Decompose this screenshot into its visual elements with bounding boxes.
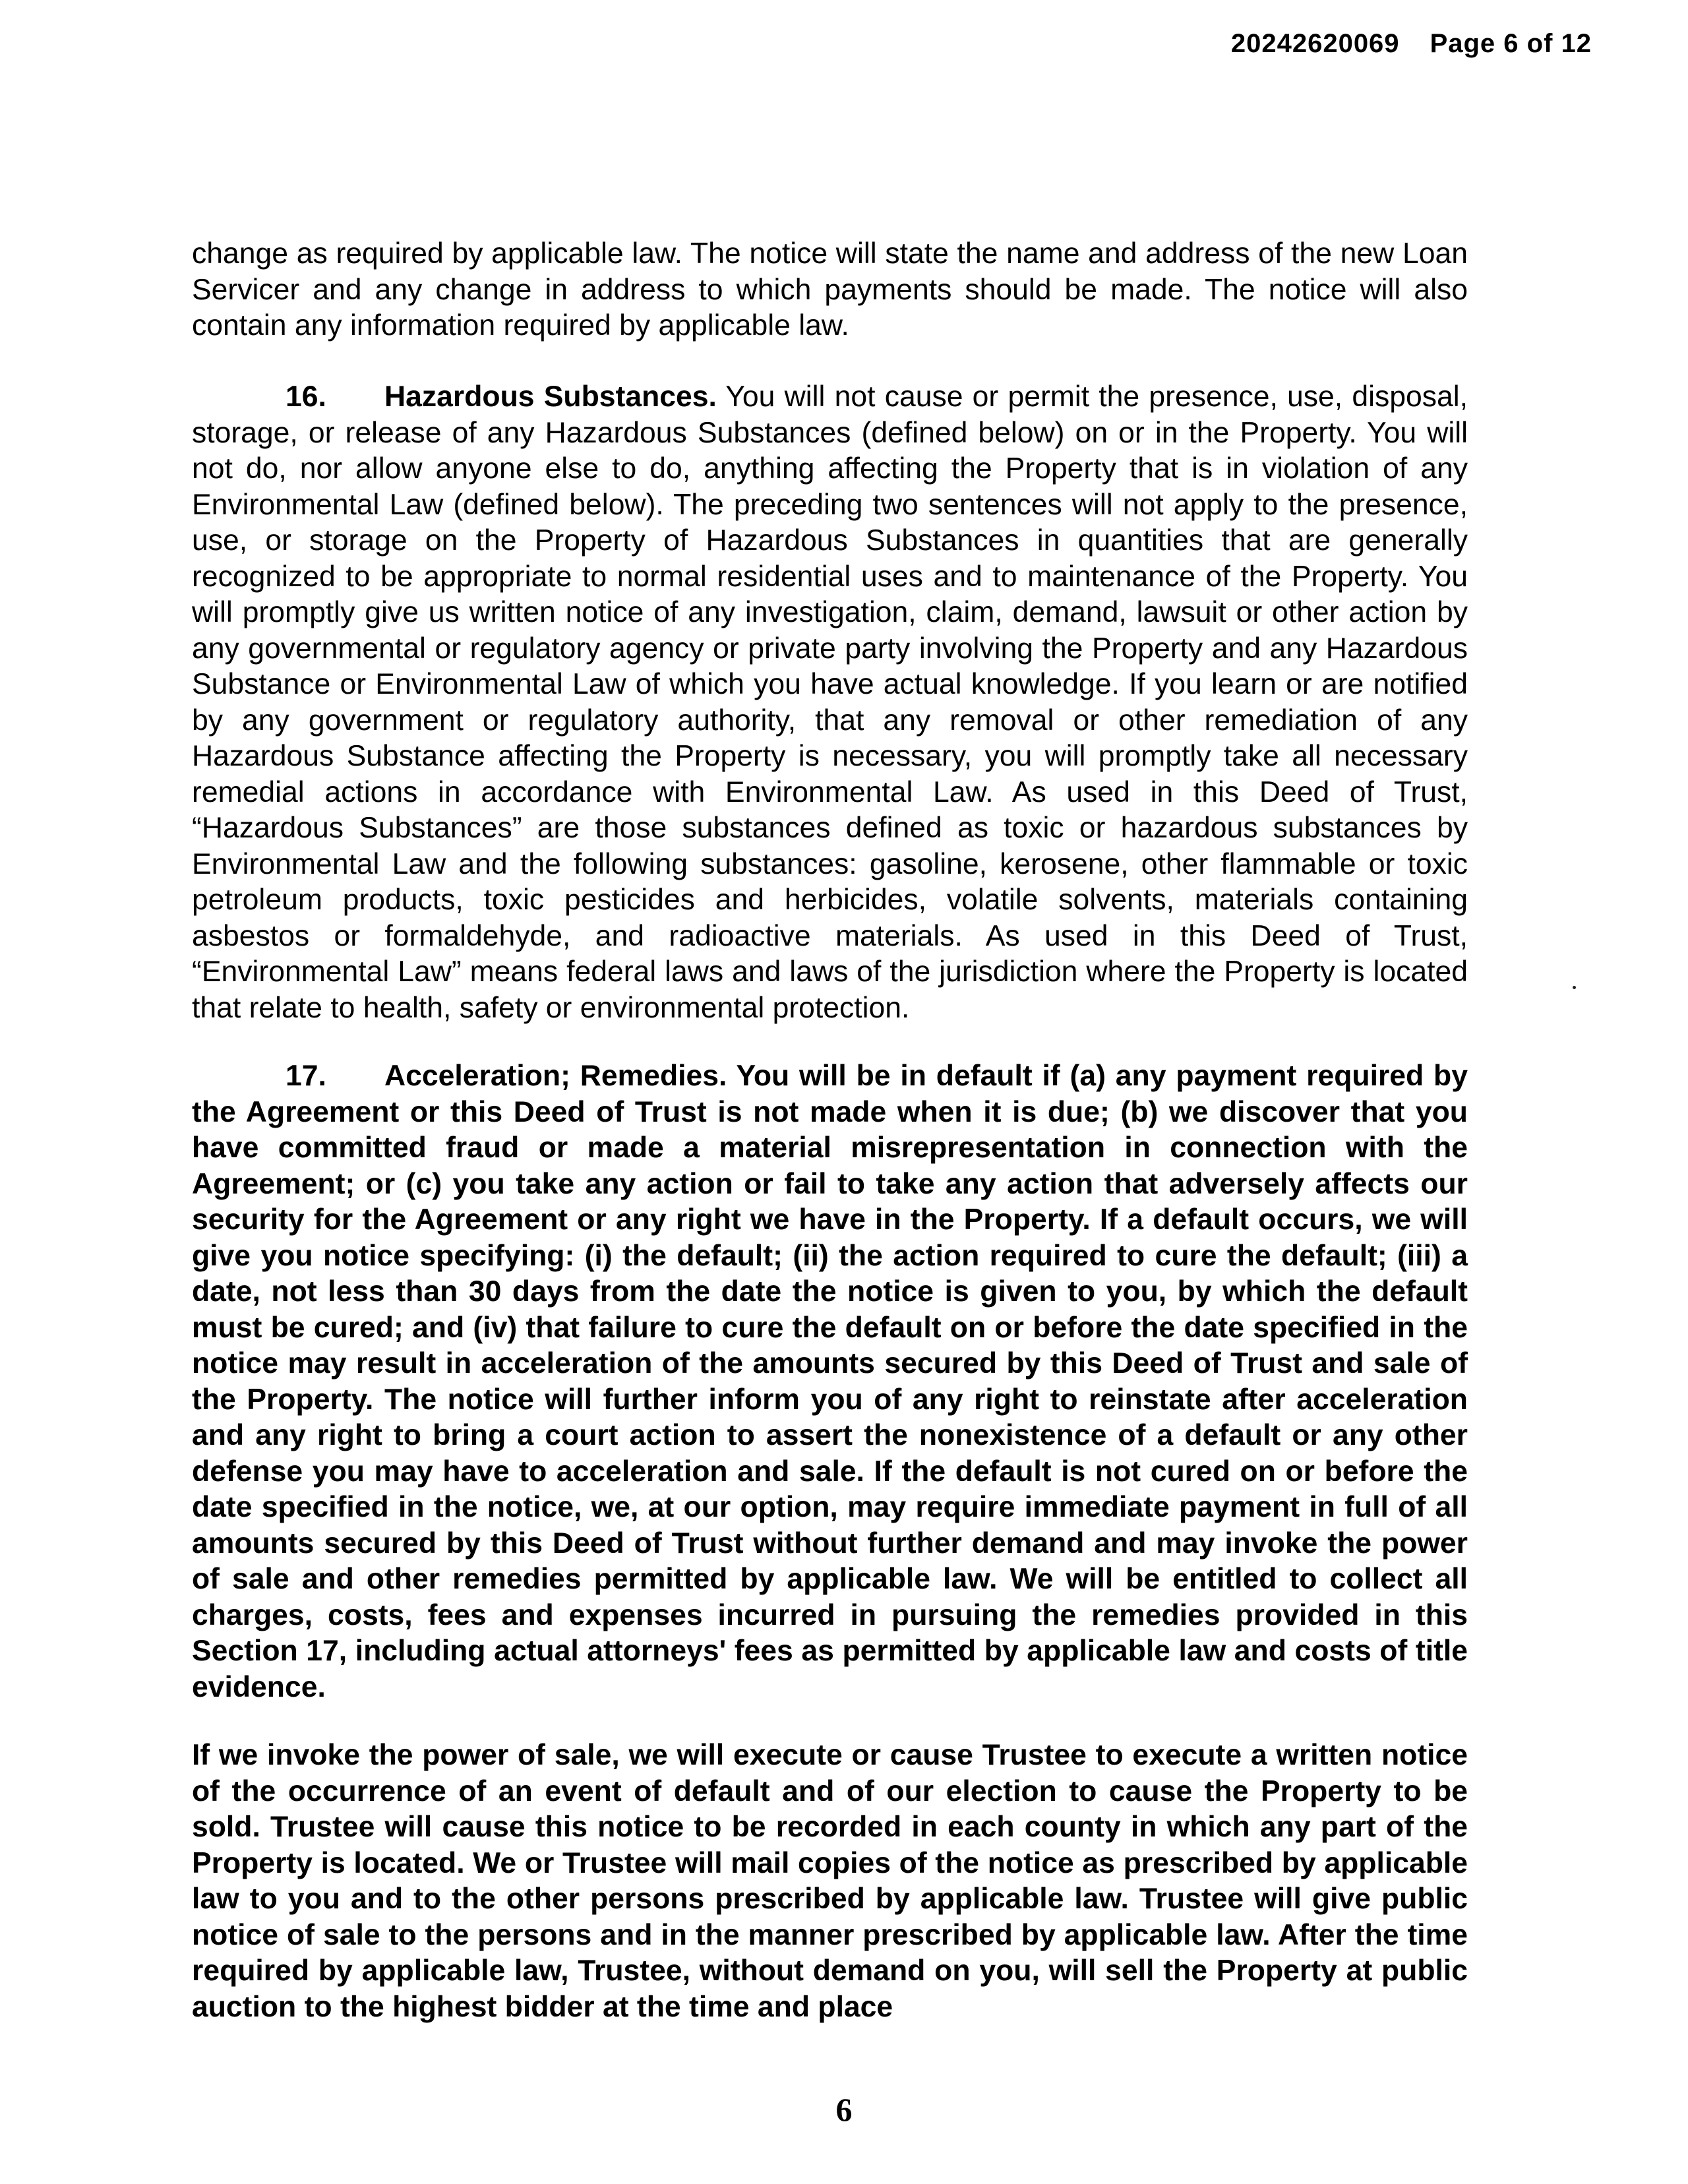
section-16-text: You will not cause or permit the presence, use, disposal, storage, or release of any Hazardous Substances (defined below) on or in the Property. You will not do, nor allow anyone else to do, anything affecting the Property that is in violation of any Environmental Law (defined below). The preceding two sentences will not apply to the presence, use, or storage on the Property of Hazardous Substances in quantities that are generally recognized to be appropriate to normal residential uses and to maintenance of the Property. You will promptly give us written notice of any investigation, claim, demand, lawsuit or other action by any governmental or regulatory agency or private party involving the Property and any Hazardous Substance or Environmental Law of which you have actual knowledge. If you learn or are notified by any government or regulatory authority, that any removal or other remediation of any Hazardous Substance affecting the Property is necessary, you will promptly take all necessary remedial actions in accordance with Environmental Law. As used in this Deed of Trust, “Hazardous Substances” are those substances defined as toxic or hazardous substances by Environmental Law and the following substances: gasoline, kerosene, other flammable or toxic petroleum products, toxic pesticides and herbicides, volatile solvents, materials containing asbestos or formaldehyde, and radioactive materials. As used in this Deed of Trust, “Environmental Law” means federal laws and laws of the jurisdiction where the Property is located that relate to health, safety or environmental protection.: [192, 380, 1468, 1024]
section-17-text: You will be in default if (a) any payment required by the Agreement or this Deed of Trust is not made when it is due; (b) we discover that you have committed fraud or made a material misrepresentation in connection with the Agreement; or (c) you take any action or fail to take any action that adversely affects our security for the Agreement or any right we have in the Property. If a default occurs, we will give you notice specifying: (i) the default; (ii) the action required to cure the default; (iii) a date, not less than 30 days from the date the notice is given to you, by which the default must be cured; and (iv) that failure to cure the default on or before the date specified in the notice may result in acceleration of the amounts secured by this Deed of Trust and sale of the Property. The notice will further inform you of any right to reinstate after acceleration and any right to bring a court action to assert the nonexistence of a default or any other defense you may have to acceleration and sale. If the default is not cured on or before the date specified in the notice, we, at our option, may require immediate payment in full of all amounts secured by this Deed of Trust without further demand and may invoke the power of sale and other remedies permitted by applicable law. We will be entitled to collect all charges, costs, fees and expenses incurred in pursuing the remedies provided in this Section 17, including actual attorneys' fees as permitted by applicable law and costs of title evidence.: [192, 1060, 1468, 1703]
section-16-number: 16.: [286, 380, 326, 413]
stray-mark: [1573, 986, 1576, 989]
page-header: [1231, 29, 1592, 59]
document-number: 20242620069: [1230, 29, 1400, 58]
section-17-title: Acceleration; Remedies.: [384, 1060, 727, 1092]
page-label: Page 6 of 12: [1430, 29, 1592, 58]
power-of-sale-paragraph: If we invoke the power of sale, we will execute or cause Trustee to execute a written notice of the occurrence of an event of default and of our election to cause the Property to be sold. Trustee will cause this notice to be recorded in each county in which any part of the Property is located. We or Trustee will mail copies of the notice as prescribed by applicable law to you and to the other persons prescribed by applicable law. Trustee will give public notice of sale to the persons and in the manner prescribed by applicable law. After the time required by applicable law, Trustee, without demand on you, will sell the Property at public auction to the highest bidder at the time and place: [192, 1739, 1468, 2023]
section-16-paragraph: [192, 379, 1468, 1026]
section-17-paragraph: [192, 1058, 1468, 1705]
section-16-title: Hazardous Substances.: [384, 380, 717, 413]
page-number: 6: [835, 2091, 853, 2128]
section-17-number: 17.: [286, 1060, 326, 1092]
intro-paragraph: change as required by applicable law. The notice will state the name and address of the new Loan Servicer and any change in address to which payments should be made. The notice will also contain any information required by applicable law.: [192, 237, 1468, 342]
